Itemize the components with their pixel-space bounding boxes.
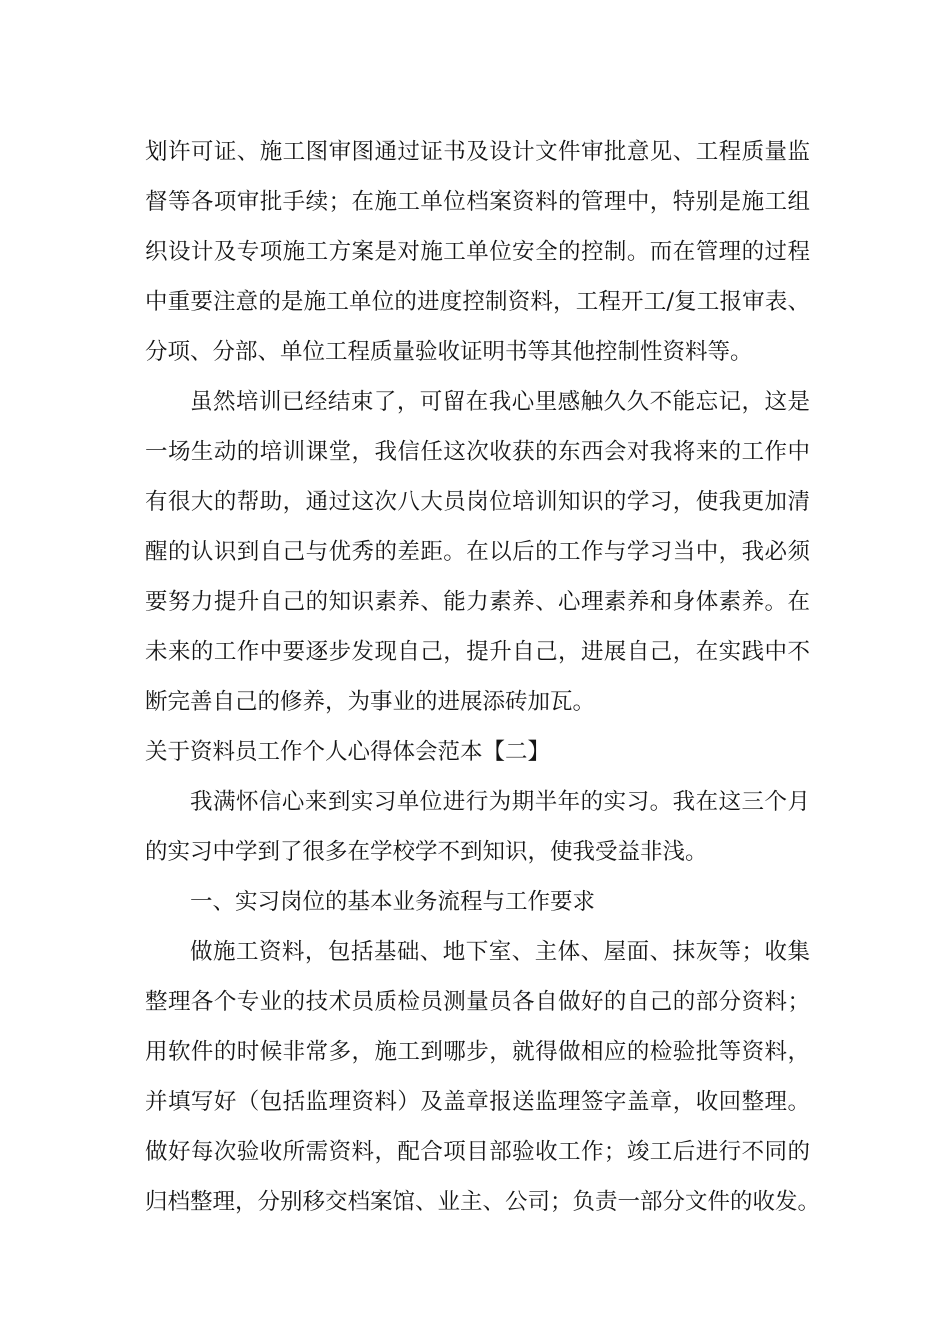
paragraph-line: 有很大的帮助，通过这次八大员岗位培训知识的学习，使我更加清 bbox=[145, 489, 810, 515]
paragraph-line: 要努力提升自己的知识素养、能力素养、心理素养和身体素养。在 bbox=[145, 589, 810, 615]
paragraph-line: 虽然培训已经结束了，可留在我心里感触久久不能忘记，这是 bbox=[190, 389, 810, 415]
paragraph-line: 划许可证、施工图审图通过证书及设计文件审批意见、工程质量监 bbox=[145, 139, 810, 165]
paragraph-line: 织设计及专项施工方案是对施工单位安全的控制。而在管理的过程 bbox=[145, 239, 810, 265]
paragraph-line: 整理各个专业的技术员质检员测量员各自做好的自己的部分资料； bbox=[145, 989, 810, 1015]
paragraph-line: 断完善自己的修养，为事业的进展添砖加瓦。 bbox=[145, 689, 596, 715]
paragraph-line: 我满怀信心来到实习单位进行为期半年的实习。我在这三个月 bbox=[190, 789, 810, 815]
paragraph-line: 用软件的时候非常多，施工到哪步，就得做相应的检验批等资料， bbox=[145, 1039, 810, 1065]
paragraph-line: 未来的工作中要逐步发现自己，提升自己，进展自己，在实践中不 bbox=[145, 639, 810, 665]
paragraph-line: 督等各项审批手续；在施工单位档案资料的管理中，特别是施工组 bbox=[145, 189, 810, 215]
paragraph-line: 的实习中学到了很多在学校学不到知识，使我受益非浅。 bbox=[145, 839, 708, 865]
paragraph-line: 做施工资料，包括基础、地下室、主体、屋面、抹灰等；收集 bbox=[190, 939, 810, 965]
paragraph-line: 分项、分部、单位工程质量验收证明书等其他控制性资料等。 bbox=[145, 339, 753, 365]
subsection-heading: 一、实习岗位的基本业务流程与工作要求 bbox=[190, 889, 596, 915]
paragraph-line: 中重要注意的是施工单位的进度控制资料，工程开工/复工报审表、 bbox=[145, 289, 810, 315]
paragraph-line: 做好每次验收所需资料，配合项目部验收工作；竣工后进行不同的 bbox=[145, 1139, 810, 1165]
section-heading: 关于资料员工作个人心得体会范本【二】 bbox=[145, 739, 551, 765]
paragraph-line: 归档整理，分别移交档案馆、业主、公司；负责一部分文件的收发。 bbox=[145, 1189, 821, 1215]
paragraph-line: 醒的认识到自己与优秀的差距。在以后的工作与学习当中，我必须 bbox=[145, 539, 810, 565]
paragraph-line: 并填写好（包括监理资料）及盖章报送监理签字盖章，收回整理。 bbox=[145, 1089, 810, 1115]
paragraph-line: 一场生动的培训课堂，我信任这次收获的东西会对我将来的工作中 bbox=[145, 439, 810, 465]
